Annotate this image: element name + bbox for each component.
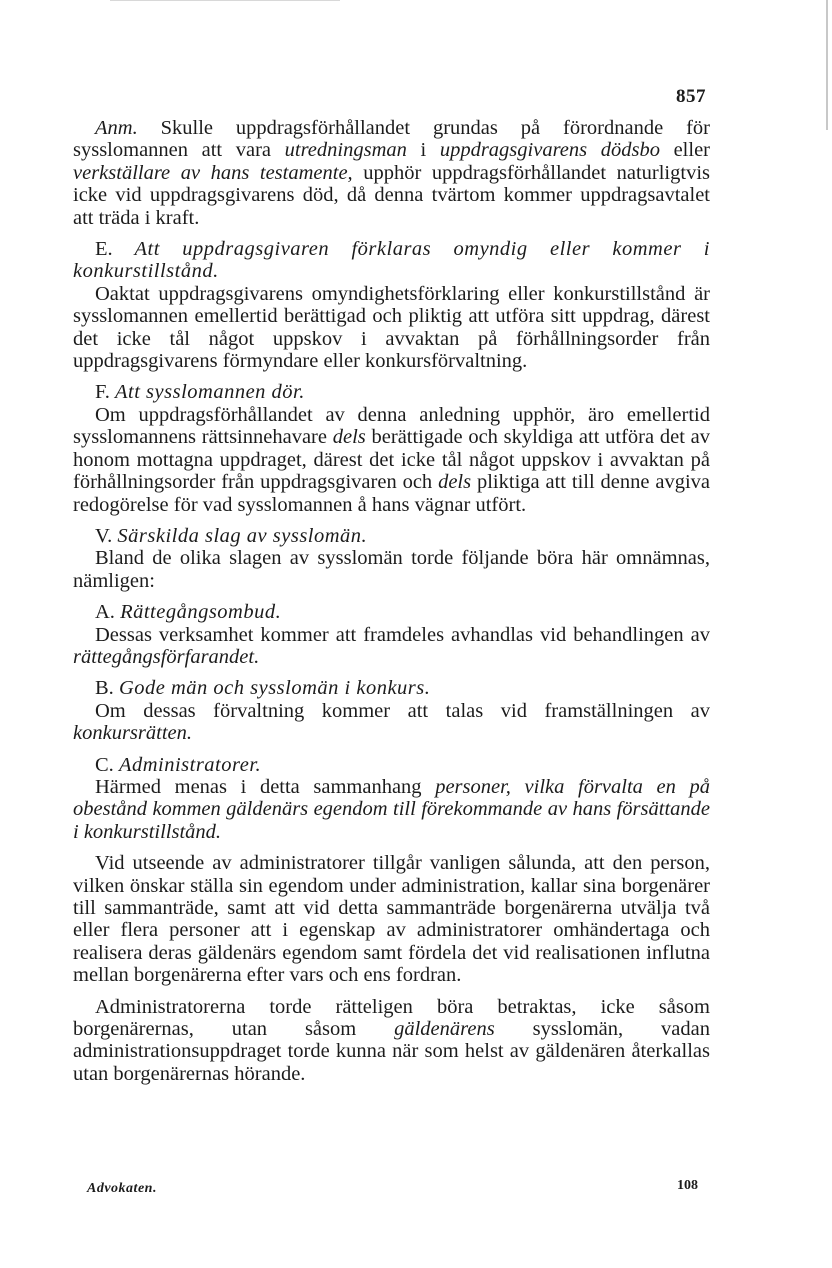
footer-signature: Advokaten. xyxy=(87,1181,157,1196)
footer-sheet-number: 108 xyxy=(677,1178,698,1193)
section-heading-f: F. Att sysslomannen dör. xyxy=(95,381,305,404)
section-body-v: Bland de olika slagen av sysslomän torde följande böra här omnämnas, nämligen: xyxy=(73,547,710,592)
section-body-b: Om dessas förvaltning kommer att talas vid framställningen av konkursrätten. xyxy=(73,699,710,745)
section-heading-b: B. Gode män och sysslomän i konkurs. xyxy=(95,677,431,700)
scan-edge-right xyxy=(826,0,828,130)
anm-lead: Anm. xyxy=(95,117,138,139)
section-body-c-1: Härmed menas i detta sammanhang personer, vilka förvalta en på obestånd kommen gäldenärs egendom till förekommande av hans försättande i konkurstillstånd. xyxy=(73,775,710,843)
section-body-e: Oaktat uppdragsgivarens omyndighetsförklaring eller konkurstillstånd är sysslomannen emellertid berättigad och pliktig att utföra sitt uppdrag, därest det icke tål något uppskov i avvaktan på förhållningsorder från uppdragsgivarens förmyndare eller konkursförvaltning. xyxy=(73,282,710,373)
scan-edge-top xyxy=(110,0,340,1)
page-number: 857 xyxy=(676,86,706,107)
section-heading-v: V. Särskilda slag av sysslomän. xyxy=(95,524,368,547)
section-body-a: Dessas verksamhet kommer att framdeles avhandlas vid behandlingen av rättegångsförfarandet. xyxy=(73,623,710,668)
section-heading-a: A. Rättegångsombud. xyxy=(95,601,282,624)
section-body-f: Om uppdragsförhållandet av denna anledning upphör, äro emellertid sysslomannens rättsinnehavare dels berättigade och skyldiga att utföra det av honom mottagna uppdraget, därest det icke tål något uppskov i avvaktan på förhållningsorder från uppdragsgivaren och dels pliktiga att till denne avgiva redogörelse för vad sysslomannen å hans vägnar utfört. xyxy=(73,403,711,516)
section-body-c-2: Vid utseende av administratorer tillgår vanligen sålunda, att den person, vilken önskar ställa sin egendom under administration, kallar sina borgenärer till sammanträde, samt att vid detta sammanträde borgenärerna utvälja två eller flera personer att i egenskap av administratorer omhändertaga och realisera deras gäldenärs egendom samt fördela det vid realisationen influtna mellan borgenärerna efter vars och ens fordran. xyxy=(73,852,710,987)
page-body xyxy=(73,117,710,1085)
section-heading-c: C. Administratorer. xyxy=(95,753,262,776)
section-body-c-3: Administratorerna torde rätteligen böra betraktas, icke såsom borgenärernas, utan såsom gäldenärens sysslomän, vadan administrationsuppdraget torde kunna när som helst av gäldenären återkallas utan borgenärernas hörande. xyxy=(73,995,710,1085)
section-heading-e: E. Att uppdragsgivaren förklaras omyndig eller kommer i konkurstillstånd. xyxy=(73,238,710,283)
anm-paragraph: Anm. Skulle uppdragsförhållandet grundas på förordnande för sysslomannen att vara utredningsman i uppdragsgivarens dödsbo eller verkställare av hans testamente, upphör uppdragsförhållandet naturligtvis icke vid uppdragsgivarens död, då denna tvärtom kommer uppdragsavtalet att träda i kraft. xyxy=(73,117,710,229)
